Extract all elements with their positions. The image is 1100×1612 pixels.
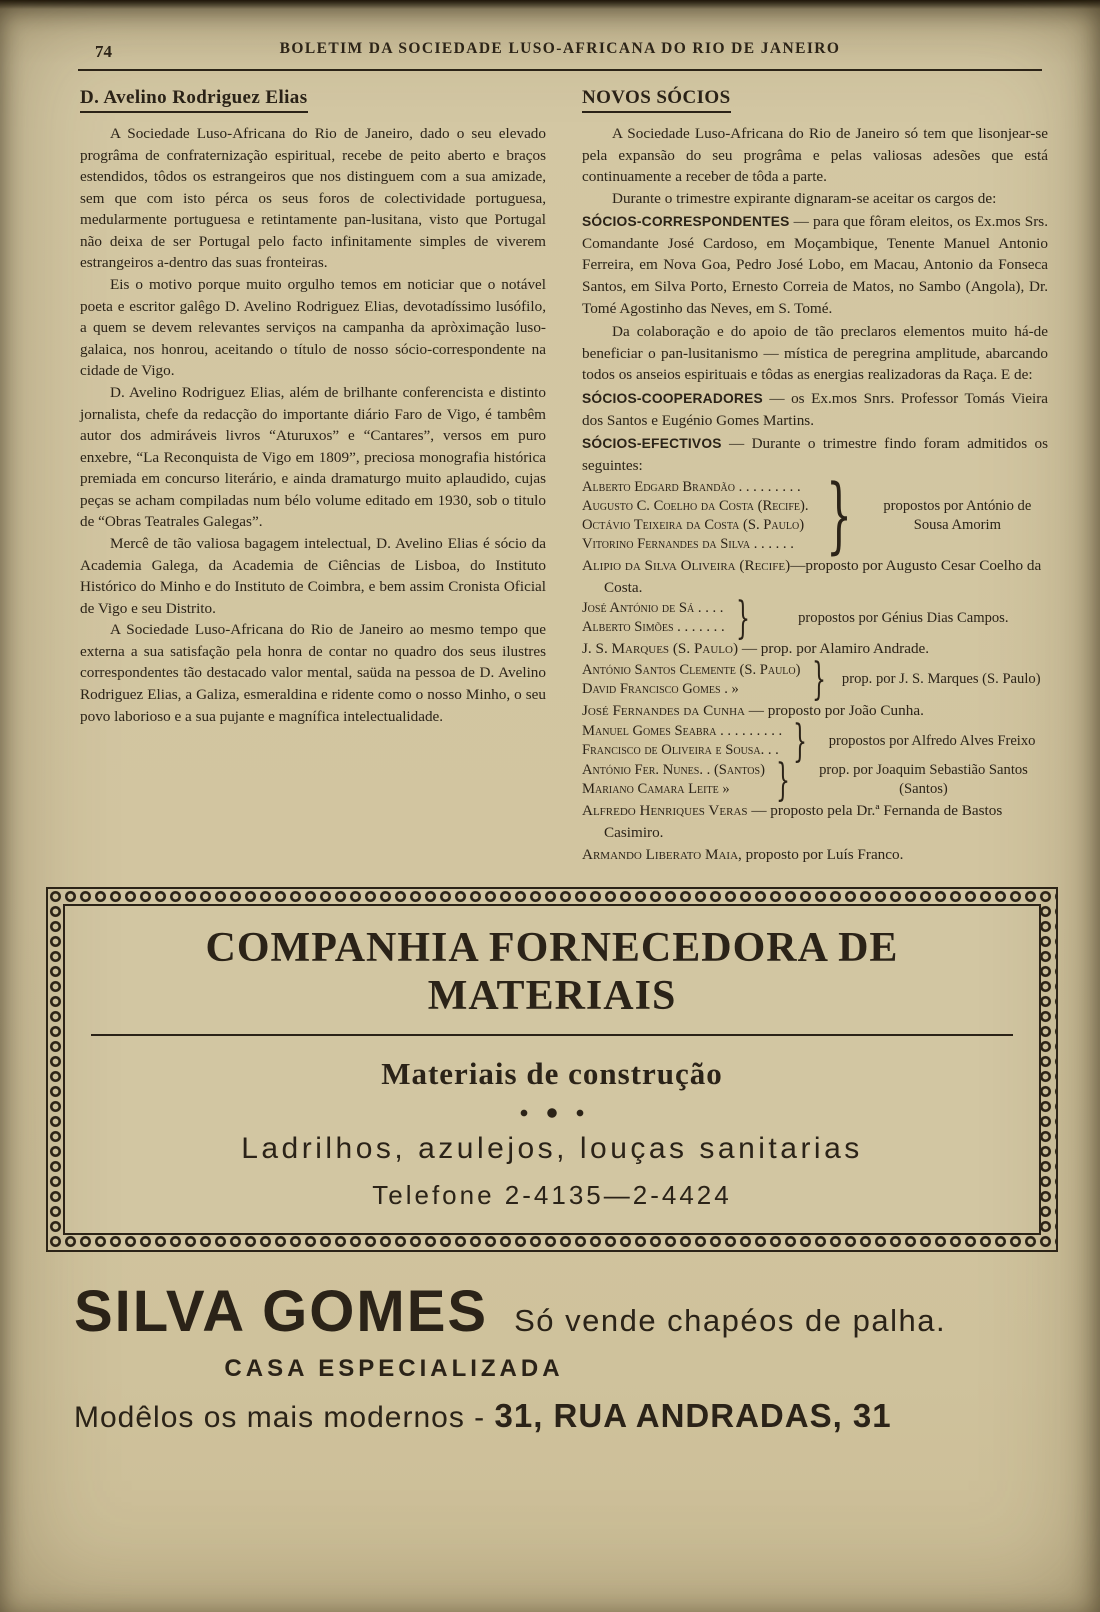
member-name: António Fer. Nunes. . (Santos) (582, 762, 765, 779)
section-novos-socios (582, 87, 1048, 867)
member-name: David Francisco Gomes . » (582, 680, 739, 697)
member-entry: Armando Liberato Maia, proposto por Luís Franco. (582, 846, 904, 864)
member-name: Alberto Simões . . . . . . . (582, 619, 725, 636)
member-proposer: propostos por Alfredo Alves Freixo (828, 732, 1036, 749)
ornamental-border (48, 889, 1056, 1250)
paragraph: A Sociedade Luso-Africana do Rio de Janeiro só tem que lisonjear-se pela expansão do seu progrâma e pelas valiosas adesões que está continuamente a receber de tôda a parte. (582, 125, 1048, 186)
member-entry: Alipio da Silva Oliveira (Recife)—proposto por Augusto Cesar Coelho da Costa. (582, 557, 1042, 596)
section-title: NOVOS SÓCIOS (582, 87, 1048, 109)
member-group (582, 592, 1048, 644)
paragraph: Mercê de tão valiosa bagagem intelectual, D. Avelino Elias é sócio da Academia Galega, da Academia de Ciências de Lisboa, do Instituto Histórico do Minho e do Instituto de Coimbra, e bem assim Cronista Oficial de Vigo e seu Distrito. (80, 534, 546, 617)
member-proposer: propostos por Génius Dias Campos. (798, 609, 1009, 626)
page-header (0, 0, 1100, 64)
member-entry: Alfredo Henriques Veras — proposto pela Dr.ª Fernanda de Bastos Casimiro. (582, 802, 1003, 841)
socios-cooperadores-text: — os Ex.mos Snrs. Professor Tomás Vieira dos Santos e Eugénio Gomes Martins. (582, 389, 1048, 429)
article-avelino (80, 87, 546, 867)
socios-efectivos-text: — Durante o trimestre findo foram admitidos os seguintes: (582, 435, 1048, 474)
brace-glyph: } (825, 468, 852, 564)
ad-models-text: Modêlos os mais modernos - (74, 1400, 495, 1434)
member-entry: J. S. Marques (S. Paulo) — prop. por Alamiro Andrade. (582, 640, 930, 658)
member-name: Alberto Edgard Brandão . . . . . . . . . (582, 479, 801, 496)
member-group (582, 468, 1048, 564)
member-entry: José Fernandes da Cunha — proposto por João Cunha. (582, 701, 924, 719)
paragraph: A Sociedade Luso-Africana do Rio de Janeiro, dado o seu elevado progrâma de confraternização espiritual, recebe de peito aberto e braços estendidos, tôdos os estrangeiros que nos distinguem com a sua amizade, sem que com isto pérca os seus foros de colectividade portuguesa, medularmente portuguesa e retintamente pan-lusitana, visto que Portugal não deixa de ser Portugal pelo facto infinitamente simples de viverem estrangeiros a-dentro das suas fronteiras. (80, 125, 546, 272)
paragraph: Eis o motivo porque muito orgulho temos em noticiar que o notável poeta e escritor galêgo D. Avelino Rodriguez Elias, devotadíssimo lusófilo, a quem se devem relevantes serviços na campanha da apròximação luso-galaica, nos honrou, aceitando o título de nosso sócio-correspondente na cidade de Vigo. (80, 276, 546, 380)
socios-cooperadores (582, 388, 1048, 431)
brace-glyph: } (735, 592, 750, 644)
member-name: Octávio Teixeira da Costa (S. Paulo) (582, 517, 805, 534)
paragraph: D. Avelino Rodriguez Elias, além de brilhante conferencista e distinto jornalista, chefe da redacção do importante diário Faro de Vigo, é tambêm autor dos admiráveis livros “Aturuxos” e “Cantares”, versos em puro enxebre, “La Reconquista de Vigo em 1809”, preciosa monografia histórica premiada em concurso literário, e ainda dramaturgo muito aplaudido, cujas peças se acham compiladas num bélo volume editado em 1930, sob o titulo de “Obras Teatrales Galegas”. (80, 383, 546, 531)
ad-title: COMPANHIA FORNECEDORA DE MATERIAIS (205, 924, 899, 1019)
socios-efectivos-label: SÓCIOS-EFECTIVOS (582, 436, 722, 452)
member-proposer: propostos por António de Sousa Amorim (883, 498, 1032, 534)
paragraph: Da colaboração e do apoio de tão preclaros elementos muito há-de beneficiar o pan-lusitanismo — mística de peregrina amplitude, abarcando todos os anseios espirituais e tôdas as energias realizadoras da Raça. E de: (582, 323, 1048, 384)
ad-silva-gomes (0, 1252, 1100, 1435)
brace-glyph: } (811, 654, 826, 706)
ad-address-line (74, 1397, 1040, 1435)
member-name: Augusto C. Coelho da Costa (Recife). (582, 498, 809, 515)
ad-divider-rule (91, 1034, 1013, 1036)
paragraph: Durante o trimestre expirante dignaram-se aceitar os cargos de: (612, 189, 997, 207)
journal-title: BOLETIM DA SOCIEDADE LUSO-AFRICANA DO RIO DE JANEIRO (279, 40, 841, 57)
ad-address-text: 31, RUA ANDRADAS, 31 (494, 1396, 892, 1434)
member-proposer: prop. por Joaquim Sebastião Santos (Santos) (819, 762, 1028, 798)
ad-tagline: Só vende chapéos de palha. (514, 1302, 947, 1338)
socios-correspondentes-text: — para que fôram eleitos, os Ex.mos Srs. Comandante José Cardoso, em Moçambique, Tenente Manuel Antonio Ferreira, em Nova Goa, Pedro José Lobo, em Macau, Antonio da Fonseca Santos, em Silva Porto, Ernesto Correia de Matos, no Sambo (Angola), Dr. Tomé Agostinho das Neves, em S. Tomé. (582, 213, 1048, 317)
ad-subtitle: Materiais de construção (381, 1055, 723, 1091)
member-group (582, 654, 1048, 706)
member-name: Vitorino Fernandes da Silva . . . . . . (582, 536, 794, 553)
member-name: Francisco de Oliveira e Sousa. . . (582, 742, 779, 759)
socios-correspondentes (582, 211, 1048, 319)
ad-brand-name: SILVA GOMES (74, 1278, 489, 1344)
brace-glyph: } (793, 715, 808, 767)
article-columns (0, 87, 1100, 867)
socios-efectivos (582, 433, 1048, 476)
ad-companhia-fornecedora (46, 887, 1058, 1252)
member-proposer: prop. por J. S. Marques (S. Paulo) (841, 671, 1041, 688)
member-group (582, 715, 1048, 767)
ornament-divider-icon (510, 1108, 594, 1118)
ad-specialized-line: CASA ESPECIALIZADA (224, 1354, 564, 1382)
header-rule (78, 69, 1042, 71)
paragraph: A Sociedade Luso-Africana do Rio de Janeiro ao mesmo tempo que externa a sua satisfação pela honra de contar no quadro dos seus ilustres correspondentes tão destacado valor mental, saüda na pessoa de D. Avelino Rodriguez Elias, a Galiza, esmeraldina e ridente como o nosso Minho, o seu povo laborioso e a sua pujante e magnífica intelectualidade. (80, 621, 546, 725)
member-name: José António de Sá . . . . (582, 600, 724, 617)
page-number: 74 (95, 42, 112, 61)
member-group (582, 754, 1048, 806)
member-name: Manuel Gomes Seabra . . . . . . . . . (582, 723, 783, 740)
ad-phone: Telefone 2-4135—2-4424 (372, 1179, 732, 1210)
brace-glyph: } (775, 754, 790, 806)
article-title: D. Avelino Rodriguez Elias (80, 87, 546, 109)
socios-correspondentes-label: SÓCIOS-CORRESPONDENTES (582, 214, 790, 230)
ad-products-line: Ladrilhos, azulejos, louças sanitarias (241, 1131, 863, 1165)
socios-cooperadores-label: SÓCIOS-COOPERADORES (582, 390, 763, 406)
member-name: António Santos Clemente (S. Paulo) (582, 661, 801, 678)
member-name: Mariano Camara Leite » (582, 781, 730, 798)
